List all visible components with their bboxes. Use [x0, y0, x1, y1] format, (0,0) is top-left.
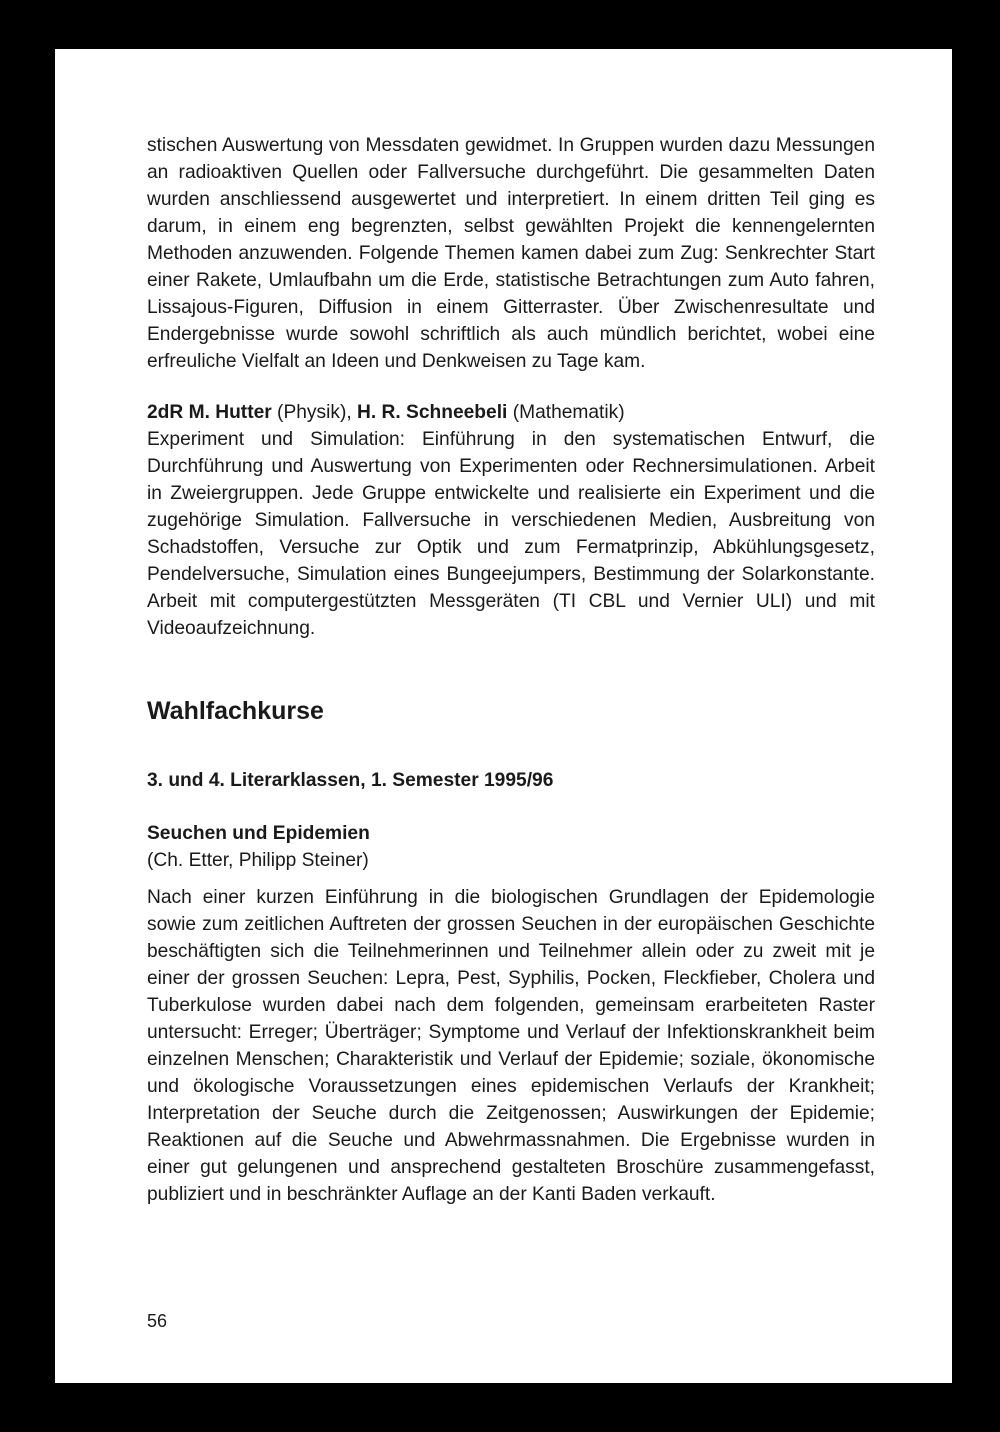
page-content [147, 132, 875, 1208]
course-2dr-class-teacher: 2dR M. Hutter [147, 402, 272, 423]
course-2dr-description: Experiment und Simulation: Einführung in den systematischen Entwurf, die Durchführung und Auswertung von Experimenten oder Rechnersimulationen. Arbeit in Zweiergruppen. Jede Gruppe entwickelte und realisierte ein Experiment und die zugehörige Simulation. Fallversuche in verschiedenen Medien, Ausbreitung von Schadstoffen, Versuche zur Optik und zum Fermatprinzip, Abkühlungsgesetz, Pendelversuche, Simulation eines Bungeejumpers, Bestimmung der Solarkonstante. Arbeit mit computergestützten Messgeräten (TI CBL und Vernier ULI) und mit Videoaufzeichnung. [147, 429, 875, 639]
course-seuchen-title: Seuchen und Epidemien [147, 823, 370, 844]
subsection-title: 3. und 4. Literarklassen, 1. Semester 1995/96 [147, 770, 554, 791]
document-page [55, 49, 952, 1383]
page-number: 56 [147, 1311, 168, 1331]
course-2dr-subject2: (Mathematik) [507, 402, 625, 423]
course-2dr-subject1: (Physik), [271, 402, 358, 423]
intro-paragraph: stischen Auswertung von Messdaten gewidmet. In Gruppen wurden dazu Messungen an radioaktiven Quellen oder Fallversuche durchgeführt. Die gesammelten Daten wurden anschliessend ausgewertet und interpretiert. In einem dritten Teil ging es darum, in einem eng begrenzten, selbst gewählten Projekt die kennengelernten Methoden anzuwenden. Folgende Themen kamen dabei zum Zug: Senkrechter Start einer Rakete, Umlaufbahn um die Erde, statistische Betrachtungen zum Auto fahren, Lissajous-Figuren, Diffusion in einem Gitterraster. Über Zwischenresultate und Endergebnisse wurde sowohl schriftlich als auch mündlich berichtet, wobei eine erfreuliche Vielfalt an Ideen und Denkweisen zu Tage kam. [147, 135, 875, 372]
course-seuchen-teachers: (Ch. Etter, Philipp Steiner) [147, 850, 369, 871]
course-seuchen-description: Nach einer kurzen Einführung in die biologischen Grundlagen der Epidemologie sowie zum zeitlichen Auftreten der grossen Seuchen in der europäischen Geschichte beschäftigten sich die Teilnehmerinnen und Teilnehmer allein oder zu zweit mit je einer der grossen Seuchen: Lepra, Pest, Syphilis, Pocken, Fleckfieber, Cholera und Tuberkulose wurden dabei nach dem folgenden, gemeinsam erarbeiteten Raster untersucht: Erreger; Überträger; Symptome und Verlauf der Infektionskrankheit beim einzelnen Menschen; Charakteristik und Verlauf der Epidemie; soziale, ökonomische und ökologische Voraussetzungen eines epidemischen Verlaufs der Krankheit; Interpretation der Seuche durch die Zeitgenossen; Auswirkungen der Epidemie; Reaktionen auf die Seuche und Abwehrmassnahmen. Die Ergebnisse wurden in einer gut gelungenen und ansprechend gestalteten Broschüre zusammengefasst, publiziert und in beschränkter Auflage an der Kanti Baden verkauft. [147, 887, 875, 1205]
course-2dr-teacher2: H. R. Schneebeli [357, 402, 508, 423]
course-2dr-heading [147, 399, 875, 426]
section-title: Wahlfachkurse [147, 697, 324, 725]
